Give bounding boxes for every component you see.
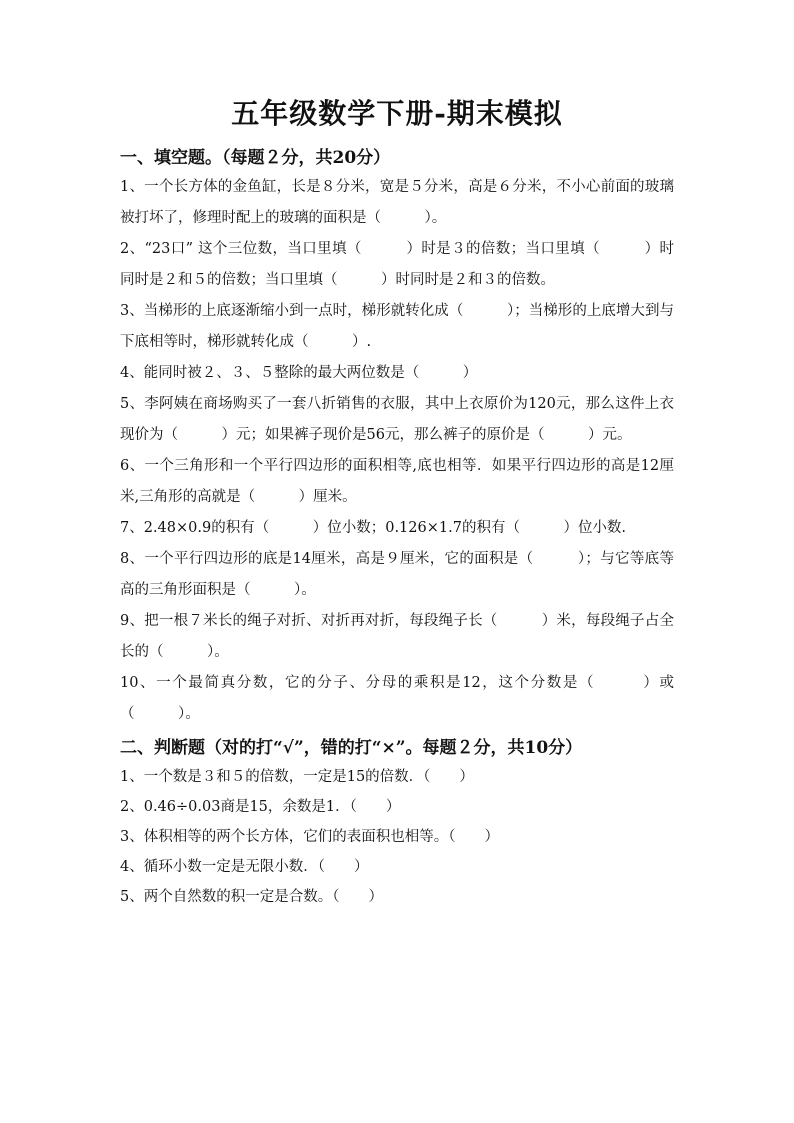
section-heading-judge: 二、判断题（对的打“√”，错的打“×”。每题２分，共10分）: [120, 738, 583, 758]
fill-question-1: 1、一个长方体的金鱼缸，长是８分米，宽是５分米，高是６分米，不小心前面的玻璃被打坏了，修理时配上的玻璃的面积是（ ）。: [120, 179, 674, 226]
judge-question-3: 3、体积相等的两个长方体，它们的表面积也相等。（ ）: [120, 829, 499, 845]
fill-question-2: 2、“23口” 这个三位数，当口里填（ ）时是３的倍数；当口里填（ ）时同时是２和５的倍数；当口里填（ ）时同时是２和３的倍数。: [120, 241, 674, 288]
fill-question-10: 10、一个最简真分数，它的分子、分母的乘积是12，这个分数是（ ）或（ ）。: [120, 675, 674, 722]
fill-question-7: 7、2.48×0.9的积有（ ）位小数；0.126×1.7的积有（ ）位小数.: [120, 520, 627, 536]
judge-question-5: 5、两个自然数的积一定是合数。（ ）: [120, 889, 383, 905]
judge-question-2: 2、0.46÷0.03商是15，余数是1．（ ）: [120, 799, 401, 815]
fill-question-9: 9、把一根７米长的绳子对折、对折再对折，每段绳子长（ ）米，每段绳子占全长的（ ）。: [120, 613, 674, 660]
fill-question-4: 4、能同时被２、３、５整除的最大两位数是（ ）: [120, 365, 478, 381]
fill-question-6: 6、一个三角形和一个平行四边形的面积相等,底也相等．如果平行四边形的高是12厘米,三角形的高就是（ ）厘米。: [120, 458, 674, 505]
fill-in-section: [120, 146, 674, 730]
fill-question-3: 3、当梯形的上底逐渐缩小到一点时，梯形就转化成（ ）；当梯形的上底增大到与下底相等时，梯形就转化成（ ）.: [120, 303, 674, 350]
fill-question-5: 5、李阿姨在商场购买了一套八折销售的衣服，其中上衣原价为120元，那么这件上衣现价为（ ）元；如果裤子现价是56元，那么裤子的原价是（ ）元。: [120, 396, 674, 443]
judge-question-1: 1、一个数是３和５的倍数，一定是15的倍数．（ ）: [120, 769, 474, 785]
judge-question-4: 4、循环小数一定是无限小数．（ ）: [120, 859, 369, 875]
fill-question-8: 8、一个平行四边形的底是14厘米，高是９厘米，它的面积是（ ）；与它等底等高的三角形面积是（ ）。: [120, 551, 674, 598]
section-heading-fill: 一、填空题。（每题２分，共20分）: [120, 148, 391, 168]
true-false-section: [120, 736, 674, 912]
page-title: 五年级数学下册-期末模拟: [231, 97, 563, 130]
